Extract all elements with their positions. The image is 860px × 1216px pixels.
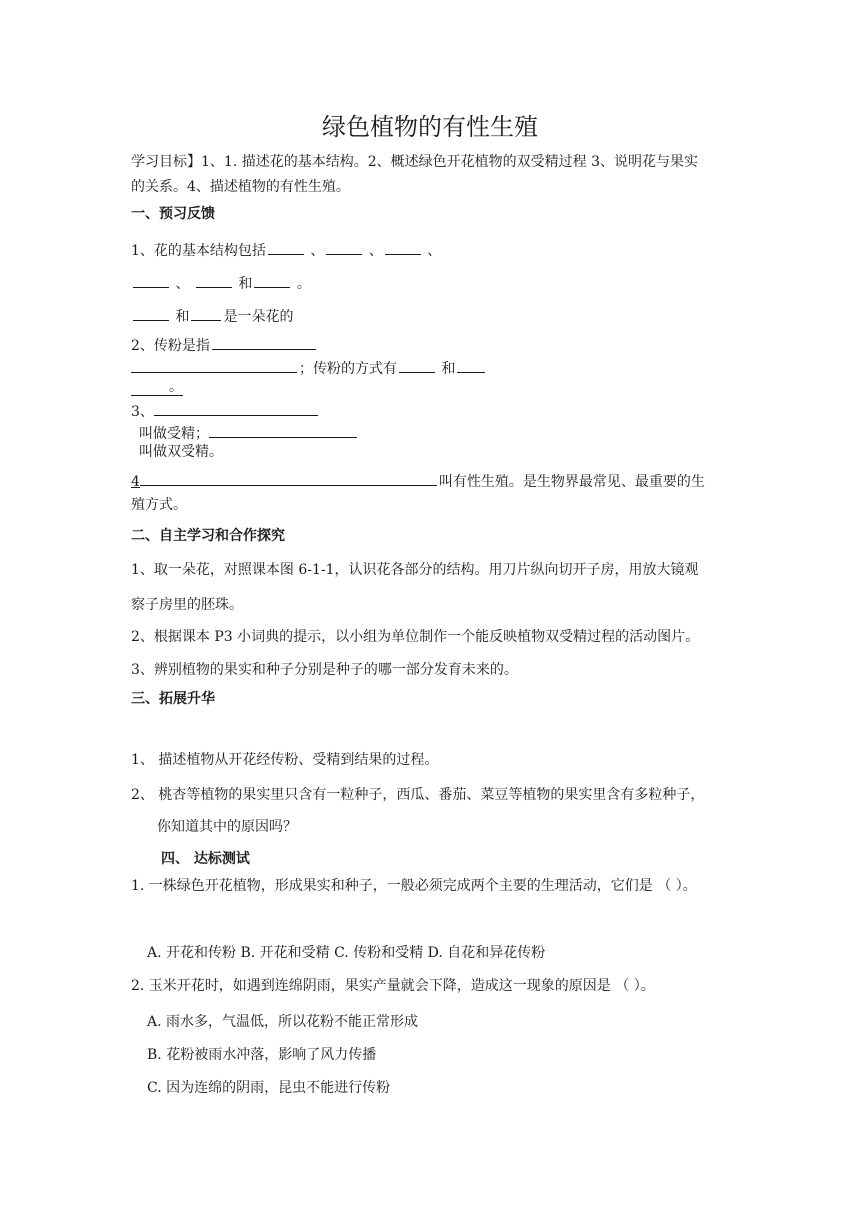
question-2-line-3 <box>131 378 185 396</box>
answer-blank[interactable] <box>326 239 362 255</box>
question-4-line-1 <box>131 470 705 491</box>
section-2-heading: 二、自主学习和合作探究 <box>131 528 285 544</box>
question-2-line-2 <box>131 357 487 378</box>
test-question-2-option-a: A. 雨水多，气温低，所以花粉不能正常形成 <box>147 1014 419 1030</box>
question-2-prefix: 2、传粉是指 <box>131 338 210 354</box>
section-2-item-3: 3、辨别植物的果实和种子分别是种子的哪一部分发育未来的。 <box>131 662 518 678</box>
separator: 、 <box>368 243 383 259</box>
section-3-item-2-line-1: 2、 桃杏等植物的果实里只含有一粒种子，西瓜、番茄、菜豆等植物的果实里含有多粒种子， <box>131 787 705 803</box>
question-3-fertilization: 叫做受精； <box>139 426 209 442</box>
test-question-2-option-b: B. 花粉被雨水冲落，影响了风力传播 <box>147 1047 377 1063</box>
question-2-line-1 <box>131 334 318 355</box>
answer-blank[interactable] <box>212 334 316 350</box>
question-1-line-3 <box>131 305 293 326</box>
period: 。 <box>296 276 311 292</box>
question-1-line-1 <box>131 239 441 260</box>
question-3-prefix: 3、 <box>131 404 154 420</box>
question-3-line-1 <box>131 400 320 421</box>
test-question-1: 1. 一株绿色开花植物，形成果实和种子，一般必须完成两个主要的生理活动，它们是 （ ）。 <box>131 878 697 894</box>
question-3-line-2 <box>139 422 359 443</box>
question-1-prefix: 1、花的基本结构包括 <box>131 243 266 259</box>
question-1-line-2 <box>131 272 311 293</box>
answer-blank[interactable] <box>385 239 421 255</box>
section-3-heading: 三、拓展升华 <box>131 691 215 707</box>
separator: 、 <box>427 243 442 259</box>
answer-blank[interactable] <box>191 305 221 321</box>
question-2-mid: ；传粉的方式有 <box>299 361 397 377</box>
answer-blank[interactable] <box>254 272 290 288</box>
answer-blank[interactable] <box>399 357 435 373</box>
answer-blank[interactable] <box>131 357 297 373</box>
objectives-line-1: 学习目标】1、1. 描述花的基本结构。2、概述绿色开花植物的双受精过程 3、说明花与果实 <box>131 154 698 170</box>
document-title: 绿色植物的有性生殖 <box>322 113 538 141</box>
test-question-2-option-c: C. 因为连绵的阴雨，昆虫不能进行传粉 <box>147 1080 391 1096</box>
answer-blank[interactable] <box>196 272 232 288</box>
and-word: 和 <box>175 309 190 325</box>
answer-blank[interactable] <box>457 357 485 373</box>
section-4-heading: 四、 达标测试 <box>161 851 250 867</box>
test-question-2: 2. 玉米开花时，如遇到连绵阴雨，果实产量就会下降，造成这一现象的原因是 （ ）。 <box>131 978 655 994</box>
question-4-line-2: 殖方式。 <box>131 497 187 513</box>
answer-blank[interactable] <box>209 422 357 438</box>
separator: 、 <box>175 276 190 292</box>
answer-blank[interactable] <box>133 272 169 288</box>
section-3-item-1: 1、 描述植物从开花经传粉、受精到结果的过程。 <box>131 752 439 768</box>
answer-blank[interactable] <box>268 239 304 255</box>
separator: 、 <box>310 243 325 259</box>
objectives-line-2: 的关系。4、描述植物的有性生殖。 <box>131 179 350 195</box>
question-3-line-3: 叫做双受精。 <box>139 444 223 460</box>
and-word: 和 <box>238 276 253 292</box>
section-3-item-2-line-2: 你知道其中的原因吗？ <box>157 819 297 835</box>
question-4-suffix: 叫有性生殖。是生物界最常见、最重要的生 <box>438 474 705 490</box>
section-2-item-1-line-2: 察子房里的胚珠。 <box>131 597 243 613</box>
test-question-1-options: A. 开花和传粉 B. 开花和受精 C. 传粉和受精 D. 自花和异花传粉 <box>147 945 546 961</box>
answer-blank[interactable] <box>131 380 183 396</box>
answer-blank[interactable] <box>133 305 169 321</box>
question-4-number: 4 <box>131 474 140 490</box>
and-word: 和 <box>441 361 456 377</box>
answer-blank[interactable] <box>140 470 437 486</box>
question-1-suffix: 是一朵花的 <box>223 309 294 325</box>
section-1-heading: 一、预习反馈 <box>131 206 215 222</box>
answer-blank[interactable] <box>154 400 318 416</box>
section-2-item-1-line-1: 1、取一朵花，对照课本图 6-1-1，认识花各部分的结构。用刀片纵向切开子房，用放大镜观 <box>131 562 699 578</box>
period: 。 <box>169 379 183 395</box>
section-2-item-2: 2、根据课本 P3 小词典的提示，以小组为单位制作一个能反映植物双受精过程的活动图片。 <box>131 629 700 645</box>
